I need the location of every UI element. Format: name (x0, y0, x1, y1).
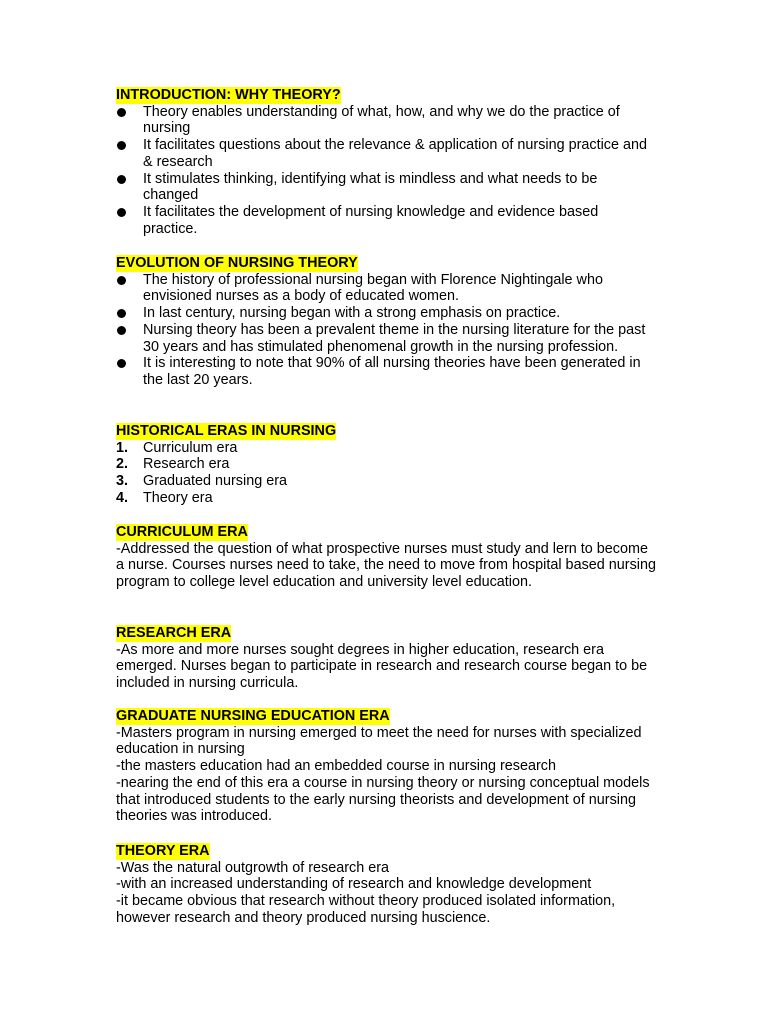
section-line: -nearing the end of this era a course in nursing theory or nursing conceptual models that introduced students to the early nursing theorists and development of nursing theories was introduced. (116, 774, 650, 825)
numbered-item (116, 490, 656, 507)
item-text: Research era (143, 456, 230, 473)
bullet-text: The history of professional nursing began with Florence Nightingale who envisioned nurses as a body of educated women. (143, 271, 603, 305)
section-theory-era (116, 843, 656, 927)
bullet-icon (117, 309, 126, 318)
bullet-icon (117, 326, 126, 335)
section-line: -it became obvious that research without theory produced isolated information, however research and theory produced nursing huscience. (116, 893, 616, 926)
bullet-text: It facilitates questions about the relevance & application of nursing practice and & research (143, 137, 647, 170)
item-number: 1. (116, 439, 129, 456)
bullet-text: It stimulates thinking, identifying what is mindless and what needs to be changed (143, 170, 598, 204)
section-heading: EVOLUTION OF NURSING THEORY (116, 255, 358, 271)
bullet-text: Theory enables understanding of what, how, and why we do the practice of nursing (143, 103, 620, 137)
section-heading: RESEARCH ERA (116, 625, 232, 641)
section-paragraph: -As more and more nurses sought degrees in higher education, research era emerged. Nurses began to participate in research and research course began to be included in nursing curricula. (116, 641, 648, 692)
bullet-icon (117, 141, 126, 150)
bullet-text: In last century, nursing began with a strong emphasis on practice. (143, 305, 561, 322)
section-historical-eras (116, 423, 656, 507)
bullet-icon (117, 108, 126, 117)
section-heading: HISTORICAL ERAS IN NURSING (116, 423, 337, 439)
section-line: -Masters program in nursing emerged to meet the need for nurses with specialized education in nursing (116, 724, 642, 758)
numbered-item (116, 456, 656, 473)
bullet-text: It facilitates the development of nursing knowledge and evidence based practice. (143, 203, 599, 237)
item-text: Curriculum era (143, 439, 238, 456)
bullet-text: Nursing theory has been a prevalent theme in the nursing literature for the past 30 years and has stimulated phenomenal growth in the nursing profession. (143, 321, 646, 355)
bullet-item (116, 204, 656, 237)
bullet-item (116, 272, 656, 305)
bullet-text: It is interesting to note that 90% of all nursing theories have been generated in the last 20 years. (143, 355, 641, 388)
item-text: Theory era (143, 489, 213, 506)
section-heading: INTRODUCTION: WHY THEORY? (116, 87, 341, 103)
section-heading: THEORY ERA (116, 843, 210, 859)
section-line: -Was the natural outgrowth of research era (116, 859, 390, 876)
bullet-icon (117, 276, 126, 285)
item-number: 3. (116, 473, 129, 490)
section-curriculum-era (116, 524, 656, 591)
section-evolution (116, 255, 656, 389)
bullet-icon (117, 175, 126, 184)
section-heading: CURRICULUM ERA (116, 524, 248, 540)
bullet-icon (117, 208, 126, 217)
item-text: Graduated nursing era (143, 473, 287, 490)
section-research-era (116, 625, 656, 692)
numbered-item (116, 473, 656, 490)
bullet-item (116, 171, 656, 204)
item-number: 4. (116, 489, 129, 506)
bullet-item (116, 305, 656, 322)
bullet-item (116, 322, 656, 355)
bullet-item (116, 355, 656, 388)
numbered-item (116, 440, 656, 457)
section-line: -the masters education had an embedded course in nursing research (116, 758, 556, 775)
section-introduction (116, 87, 656, 237)
bullet-item (116, 104, 656, 137)
section-line: -with an increased understanding of research and knowledge development (116, 876, 592, 893)
item-number: 2. (116, 456, 129, 473)
section-graduate-era (116, 708, 656, 825)
section-heading: GRADUATE NURSING EDUCATION ERA (116, 708, 390, 724)
bullet-item (116, 137, 656, 170)
section-paragraph: -Addressed the question of what prospective nurses must study and lern to become a nurse. Courses nurses need to take, the need to move from hospital based nursing program to college level education and university level education. (116, 540, 656, 591)
bullet-icon (117, 359, 126, 368)
